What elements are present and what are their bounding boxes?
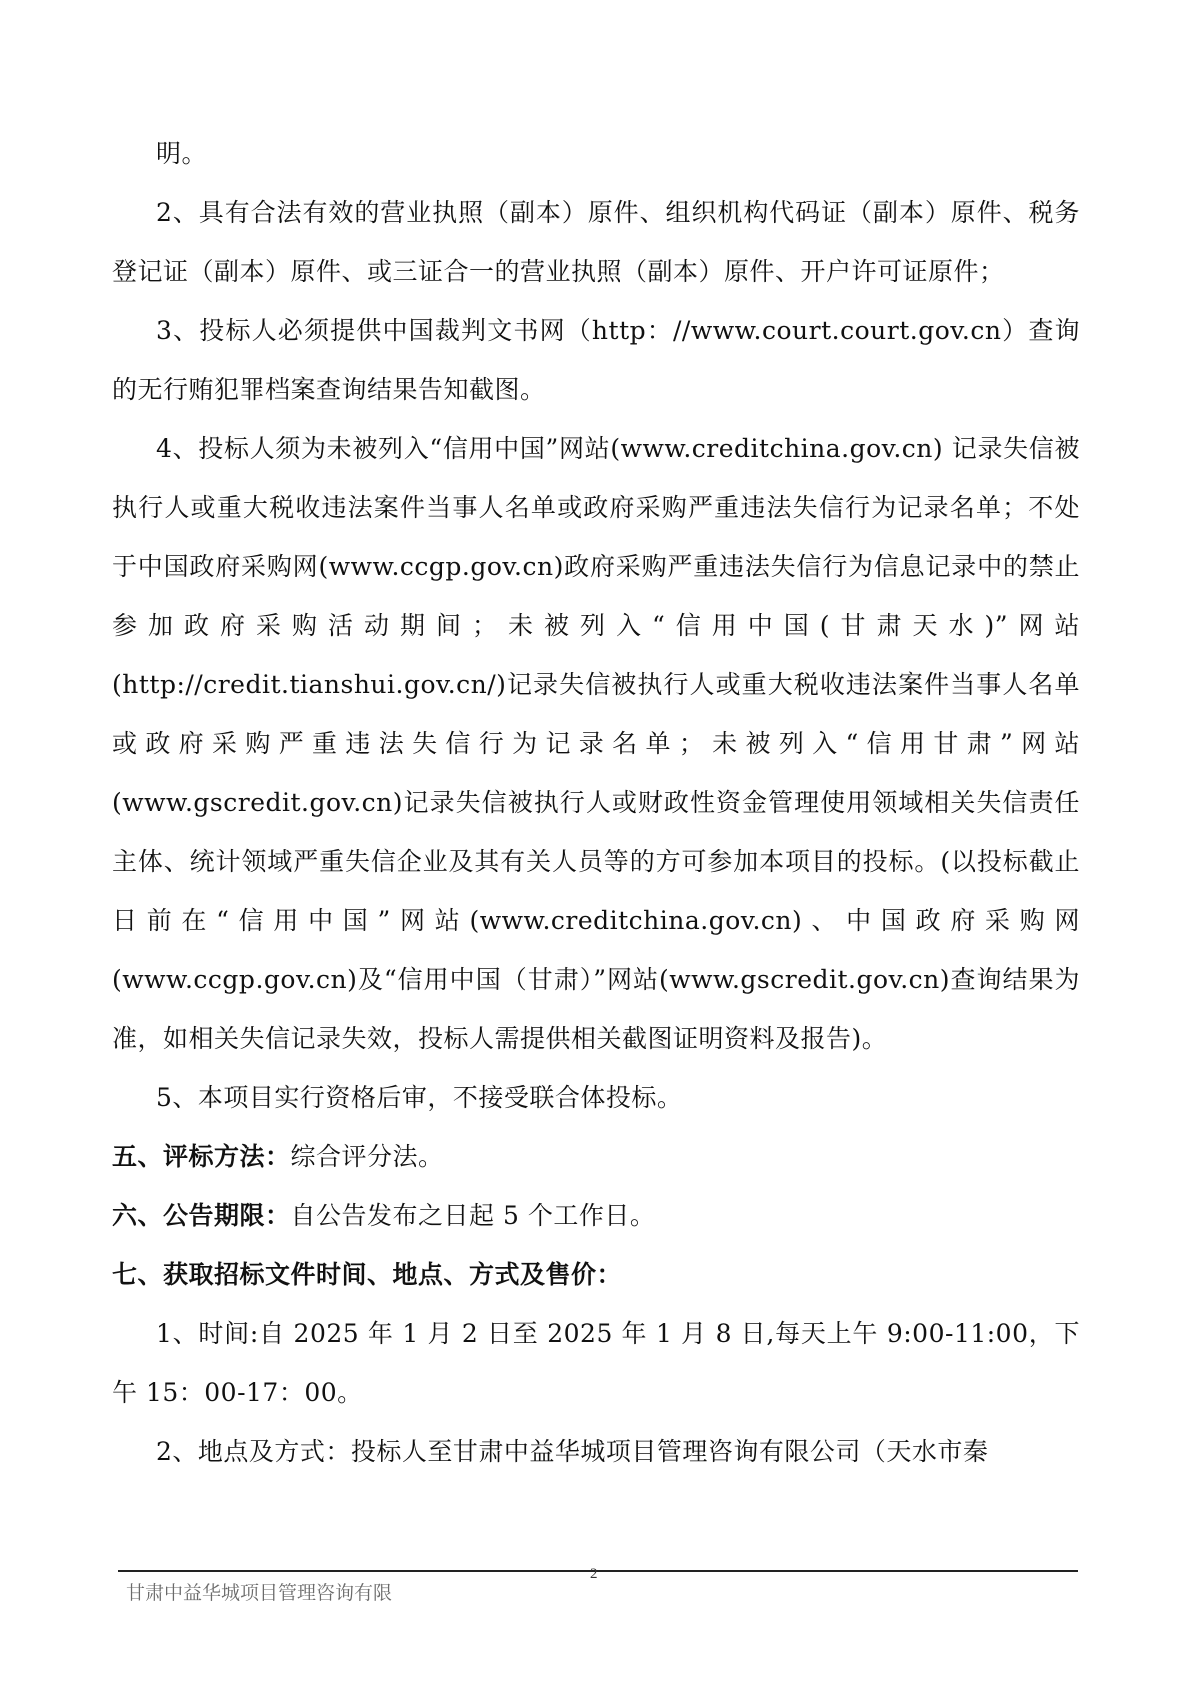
section-obtain-documents: [112, 1245, 1080, 1304]
page-number: 2: [590, 1566, 598, 1582]
section-heading: 六、公告期限：: [112, 1201, 291, 1230]
footer-divider: [118, 1570, 1078, 1572]
item-location: 2、地点及方式：投标人至甘肃中益华城项目管理咨询有限公司（天水市秦: [156, 1437, 989, 1466]
paragraph-business-license: 2、具有合法有效的营业执照（副本）原件、组织机构代码证（副本）原件、税务登记证（副本）原件、或三证合一的营业执照（副本）原件、开户许可证原件；: [112, 198, 1080, 286]
section-heading: 五、评标方法：: [112, 1142, 291, 1171]
paragraph-credit-check: 4、投标人须为未被列入“信用中国”网站(www.creditchina.gov.cn) 记录失信被执行人或重大税收违法案件当事人名单或政府采购严重违法失信行为记录名单；不处于中国政府采购网(www.ccgp.gov.cn)政府采购严重违法失信行为信息记录中的禁止参加政府采购活动期间；未被列入“信用中国(甘肃天水)”网站(http://credit.tianshui.gov.cn/)记录失信被执行人或重大税收违法案件当事人名单或政府采购严重违法失信行为记录名单；未被列入“信用甘肃”网站(www.gscredit.gov.cn)记录失信被执行人或财政性资金管理使用领域相关失信责任主体、统计领域严重失信企业及其有关人员等的方可参加本项目的投标。(以投标截止日前在“信用中国”网站(www.creditchina.gov.cn)、中国政府采购网(www.ccgp.gov.cn)及“信用中国（甘肃）”网站(www.gscredit.gov.cn)查询结果为准，如相关失信记录失效，投标人需提供相关截图证明资料及报告)。: [112, 434, 1080, 1053]
section-evaluation-method: [112, 1127, 1080, 1186]
section-heading: 七、获取招标文件时间、地点、方式及售价：: [112, 1260, 623, 1289]
section-text: 综合评分法。: [290, 1142, 444, 1171]
paragraph-bribery-record: 3、投标人必须提供中国裁判文书网（http：//www.court.court.gov.cn）查询的无行贿犯罪档案查询结果告知截图。: [112, 316, 1080, 404]
document-body: [112, 124, 1080, 1481]
paragraph-qualification-review: 5、本项目实行资格后审，不接受联合体投标。: [156, 1083, 683, 1112]
footer-company-name: 甘肃中益华城项目管理咨询有限: [126, 1582, 393, 1604]
item-time: 1、时间:自 2025 年 1 月 2 日至 2025 年 1 月 8 日,每天上午 9:00-11:00，下午 15：00-17：00。: [112, 1319, 1080, 1407]
section-text: 自公告发布之日起 5 个工作日。: [290, 1201, 656, 1230]
section-announcement-period: [112, 1186, 1080, 1245]
paragraph-continuation: 明。: [156, 139, 208, 168]
